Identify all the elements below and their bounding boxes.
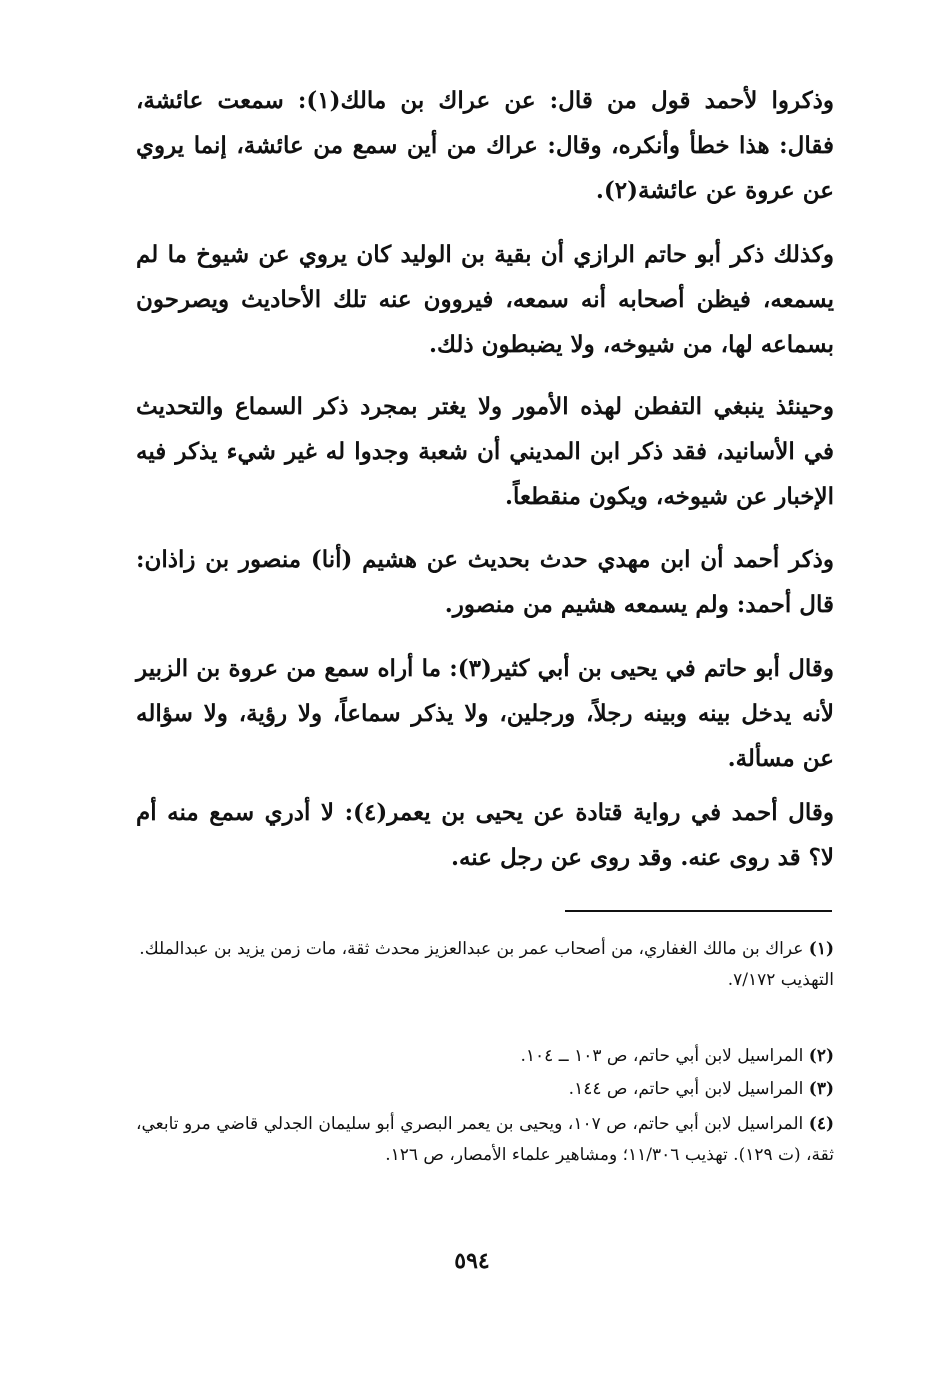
body-paragraph-3: وحينئذ ينبغي التفطن لهذه الأمور ولا يغتر بمجرد ذكر السماع والتحديث في الأسانيد، فقد ذكر ابن المديني أن شعبة وجدوا له غير شيء يذكر فيه الإخبار عن شيوخه، ويكون منقطعاً. bbox=[136, 393, 834, 510]
footnote-2-text: المراسيل لابن أبي حاتم، ص ١٠٣ ــ ١٠٤. bbox=[520, 1046, 804, 1066]
footnote-3 bbox=[136, 1074, 834, 1105]
footnote-4-text: المراسيل لابن أبي حاتم، ص ١٠٧، ويحيى بن يعمر البصري أبو سليمان الجدلي قاضي مرو تابعي، ثقة، (ت ١٢٩). تهذيب ١١/٣٠٦؛ ومشاهير علماء الأمصار، ص ١٢٦. bbox=[136, 1114, 834, 1165]
footnote-1-reference: التهذيب ٧/١٧٢. bbox=[727, 970, 834, 990]
body-paragraph-4: وذكر أحمد أن ابن مهدي حدث بحديث عن هشيم (أنا) منصور بن زاذان: قال أحمد: ولم يسمعه هشيم من منصور. bbox=[136, 546, 834, 618]
footnote-3-text: المراسيل لابن أبي حاتم، ص ١٤٤. bbox=[568, 1079, 804, 1099]
footnote-4-number: (٤) bbox=[808, 1114, 835, 1134]
footnote-4 bbox=[136, 1109, 834, 1171]
body-paragraph-5: وقال أبو حاتم في يحيى بن أبي كثير(٣): ما أراه سمع من عروة بن الزبير لأنه يدخل بينه وبينه رجلاً، ورجلين، ولا يذكر سماعاً، ولا رؤية، ولا سؤاله عن مسألة. bbox=[136, 655, 834, 772]
body-paragraph-1: وذكروا لأحمد قول من قال: عن عراك بن مالك(١): سمعت عائشة، فقال: هذا خطأ وأنكره، وقال: عراك من أين سمع من عائشة، إنما يروي عن عروة عن عائشة(٢). bbox=[136, 87, 835, 204]
body-paragraph-6: وقال أحمد في رواية قتادة عن يحيى بن يعمر(٤): لا أدري سمع منه أم لا؟ قد روى عنه. وقد روى عن رجل عنه. bbox=[136, 799, 834, 871]
footnote-1 bbox=[136, 934, 834, 996]
footnote-2-number: (٢) bbox=[808, 1046, 834, 1066]
footnote-3-number: (٣) bbox=[808, 1079, 834, 1099]
footnote-1-text: عراك بن مالك الغفاري، من أصحاب عمر بن عبدالعزيز محدث ثقة، مات زمن يزيد بن عبدالملك. bbox=[139, 939, 804, 959]
body-paragraph-2: وكذلك ذكر أبو حاتم الرازي أن بقية بن الوليد كان يروي عن شيوخ ما لم يسمعه، فيظن أصحابه أنه سمعه، فيروون عنه تلك الأحاديث ويصرحون بسماعه لها، من شيوخه، ولا يضبطون ذلك. bbox=[136, 241, 834, 358]
footnote-2 bbox=[136, 1041, 834, 1072]
footnote-1-number: (١) bbox=[808, 939, 834, 959]
page-number: ٥٩٤ bbox=[454, 1248, 490, 1274]
footnote-divider bbox=[565, 910, 832, 912]
